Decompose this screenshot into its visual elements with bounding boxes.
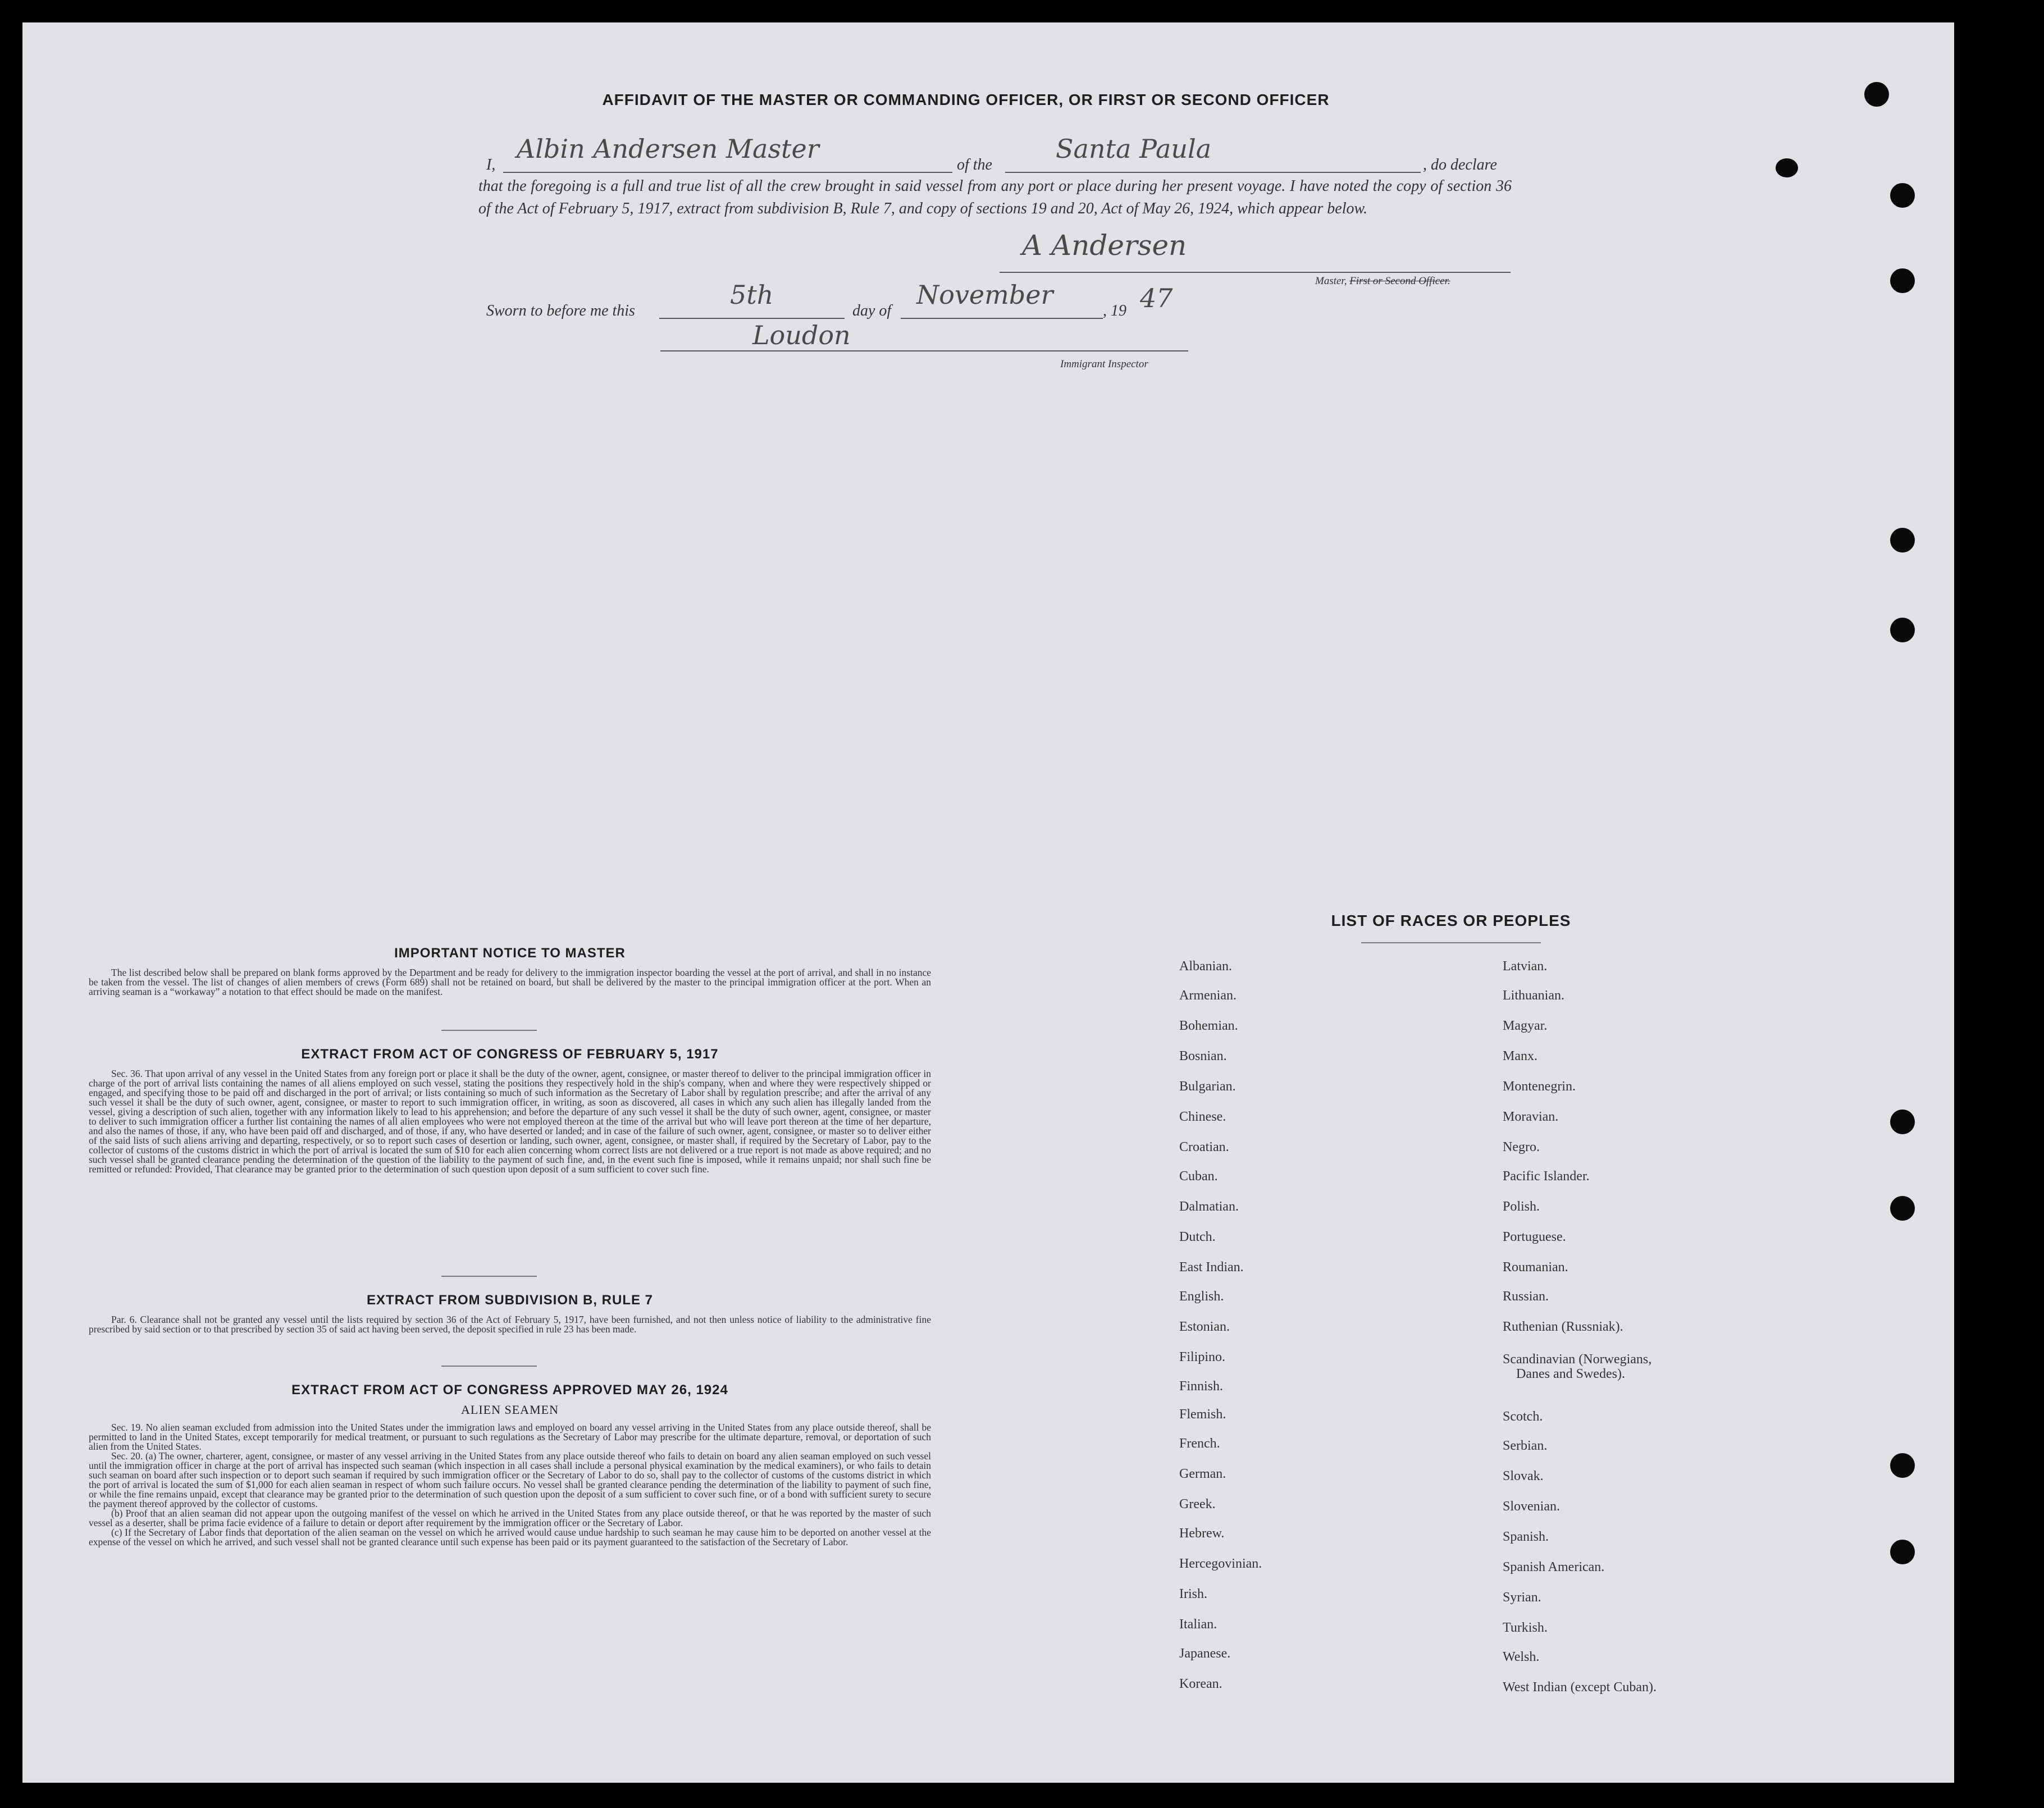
struck-officer-title: First or Second Officer. (1349, 275, 1450, 287)
sworn-label: Sworn to before me this (486, 302, 635, 319)
punch-hole (1890, 1110, 1915, 1134)
race-item: Ruthenian (Russniak). (1503, 1320, 1623, 1334)
punch-hole (1890, 618, 1915, 642)
handwritten-day: 5th (730, 280, 774, 310)
extract-rule7-paragraph: Par. 6. Clearance shall not be granted any vessel until the lists required by section 36 of the Act of February 5, 1917, have been furnished, and not then unless notice of liability to the administrative fine prescribed by said section or to that prescribed by section 35 of said act having been served, the deposit specified in rule 23 has been made. (89, 1314, 931, 1335)
race-item: Negro. (1503, 1140, 1540, 1154)
race-item: Roumanian. (1503, 1260, 1568, 1275)
of-the-label: of the (957, 156, 992, 174)
handwritten-master-name: Albin Andersen Master (517, 134, 819, 164)
day-of-label: day of (852, 302, 892, 319)
race-item: East Indian. (1179, 1260, 1244, 1275)
race-item: Korean. (1179, 1677, 1222, 1691)
race-item: Armenian. (1179, 988, 1237, 1003)
extract-1924-title: EXTRACT FROM ACT OF CONGRESS APPROVED MAY 26, 1924 (291, 1382, 728, 1398)
race-item: Russian. (1503, 1289, 1549, 1304)
handwritten-year: 47 (1140, 283, 1173, 313)
signature-line (1000, 272, 1511, 273)
race-item: Finnish. (1179, 1379, 1224, 1394)
punch-hole (1890, 1196, 1915, 1221)
notice-paragraph: The list described below shall be prepared on blank forms approved by the Department and be ready for delivery to the immigration inspector boarding the vessel at the port of arrival, and shall in no instance be taken from the vessel. The list of changes of alien members of crews (Form 689) shall not be retained on board, but shall be delivered by the master to the principal immigration officer at the port. When an arriving seaman is a “workaway” a notation to that effect should be made on the manifest. (89, 967, 931, 997)
race-item: Greek. (1179, 1497, 1216, 1512)
extract-1924-paragraph: (b) Proof that an alien seaman did not appear upon the outgoing manifest of the vessel on which he arrived in the United States from any place outside thereof, or that he was reported by the master of such vessel as a deserter, shall be prima facie evidence of a failure to detain or deport after requirement by the immigration officer or the Secretary of Labor. (89, 1508, 931, 1528)
inspector-signature: Loudon (752, 320, 851, 350)
race-item: Filipino. (1179, 1350, 1226, 1364)
extract-1924-paragraph: Sec. 20. (a) The owner, charterer, agent, consignee, or master of any vessel arriving in the United States from any place outside thereof who fails to detain on board any alien seaman employed on such vessel until the immigration officer in charge at the port of arrival has inspected such seaman (which inspection in all cases shall include a personal physical examination by the medical examiners), or who fails to detain such seaman on board after such inspection or to deport such seaman if required by such immigration officer or the Secretary of Labor to do so, shall pay to the collector of customs of the customs district in which the port of arrival is located the sum of $1,000 for each alien seaman in respect of whom such failure occurs. No vessel shall be granted clearance pending the determination of the liability to payment of such fine, or while the fine remains unpaid, except that clearance may be granted prior to the determination of such question upon the deposit of a sum sufficient to cover such fine, or of a bond with sufficient surety to secure the payment thereof approved by the collector of customs. (89, 1450, 931, 1509)
affidavit-title: AFFIDAVIT OF THE MASTER OR COMMANDING OFFICER, OR FIRST OR SECOND OFFICER (602, 91, 1330, 108)
race-item: Danes and Swedes). (1516, 1367, 1625, 1381)
race-item: Hebrew. (1179, 1526, 1225, 1541)
race-item: Spanish American. (1503, 1560, 1605, 1574)
affidavit-body: that the foregoing is a full and true list of all the crew brought in said vessel from any port or place during her present voyage. I have noted the copy of section 36 of the Act of February 5, 1917, extract from subdivision B, Rule 7, and copy of sections 19 and 20, Act of May 26, 1924, which appear below. (478, 177, 1512, 217)
punch-hole (1890, 268, 1915, 293)
master-title: Master, (1315, 275, 1347, 287)
name-line (503, 172, 952, 173)
race-item: Lithuanian. (1503, 988, 1564, 1003)
extract-1924-paragraph: Sec. 19. No alien seaman excluded from admission into the United States under the immigration laws and employed on board any vessel arriving in the United States from any place outside thereof, shall be permitted to land in the United States, except temporarily for medical treatment, or pursuant to such regulations as the Secretary of Labor may prescribe for the ultimate departure, removal, or deportation of such alien from the United States. (89, 1422, 931, 1452)
master-signature: A Andersen (1022, 229, 1187, 262)
race-item: Hercegovinian. (1179, 1556, 1262, 1571)
extract-rule7-title: EXTRACT FROM SUBDIVISION B, RULE 7 (366, 1293, 654, 1308)
punch-hole (1890, 528, 1915, 553)
race-item: Flemish. (1179, 1407, 1226, 1422)
punch-hole (1890, 1540, 1915, 1564)
race-item: English. (1179, 1289, 1224, 1304)
race-item: Magyar. (1503, 1019, 1548, 1033)
race-item: French. (1179, 1436, 1220, 1451)
punch-hole (1890, 1453, 1915, 1478)
inspector-label: Immigrant Inspector (1060, 358, 1148, 370)
inspector-line (660, 350, 1188, 351)
race-item: West Indian (except Cuban). (1503, 1680, 1657, 1695)
race-item: Montenegrin. (1503, 1079, 1576, 1094)
affidavit-i-label: I, (486, 156, 496, 174)
race-item: Slovak. (1503, 1469, 1544, 1483)
race-item: Dutch. (1179, 1230, 1216, 1244)
race-item: Serbian. (1503, 1439, 1548, 1453)
race-item: Bosnian. (1179, 1049, 1227, 1063)
year-prefix: , 19 (1103, 302, 1126, 319)
day-line (659, 318, 845, 319)
race-item: Syrian. (1503, 1590, 1541, 1605)
vessel-line (1005, 172, 1421, 173)
race-item: Polish. (1503, 1199, 1540, 1214)
race-item: Japanese. (1179, 1646, 1231, 1661)
notice-title: IMPORTANT NOTICE TO MASTER (394, 946, 626, 961)
race-item: Turkish. (1503, 1620, 1548, 1635)
race-item: Scotch. (1503, 1409, 1543, 1424)
race-item: Italian. (1179, 1617, 1217, 1632)
master-label (1315, 275, 1450, 287)
race-item: Pacific Islander. (1503, 1169, 1590, 1184)
extract-1917-title: EXTRACT FROM ACT OF CONGRESS OF FEBRUARY 5, 1917 (301, 1047, 719, 1062)
race-item: Estonian. (1179, 1320, 1230, 1334)
race-item: Croatian. (1179, 1140, 1229, 1154)
race-item: Portuguese. (1503, 1230, 1566, 1244)
extract-rule7-text (89, 1315, 931, 1334)
race-item: Spanish. (1503, 1530, 1549, 1544)
do-declare-label: , do declare (1423, 156, 1497, 174)
race-item: German. (1179, 1467, 1226, 1481)
race-item: Welsh. (1503, 1650, 1540, 1664)
race-item: Bohemian. (1179, 1019, 1238, 1033)
race-item: Irish. (1179, 1587, 1207, 1601)
extract-1924-paragraph: (c) If the Secretary of Labor finds that deportation of the alien seaman on the vessel on which he arrived would cause undue hardship to such seaman he may cause him to be deported on another vessel at the expense of the vessel on which he arrived, and such vessel shall not be granted clearance until such expense has been paid or its payment guaranteed to the satisfaction of the Secretary of Labor. (89, 1527, 931, 1547)
extract-1917-paragraph: Sec. 36. That upon arrival of any vessel in the United States from any foreign port or place it shall be the duty of the owner, agent, consignee, or master thereof to deliver to the principal immigration officer in charge of the port of arrival lists containing the names of all aliens employed on such vessel, stating the positions they respectively hold in the ship's company, when and where they were respectively shipped or engaged, and specifying those to be paid off and discharged in the port of arrival; or lists containing so much of such information as the Secretary of Labor shall by regulation prescribe; and after the arrival of any such vessel it shall be the duty of such owner, agent, consignee, or master to report to such immigration officer, in writing, as soon as discovered, all cases in which any such alien has illegally landed from the vessel, giving a description of such alien, together with any information likely to lead to his apprehension; and before the departure of any such vessel it shall be the duty of such owner, agent, consignee, or master to deliver to such immigration officer a further list containing the names of all alien employees who were not employed thereon at the time of the arrival but who will leave port thereon at the time of her departure, and also the names of those, if any, who have been paid off and discharged, and of those, if any, who have deserted or landed; and in case of the failure of such owner, agent, consignee, or master so to deliver either of the said lists of such aliens arriving and departing, respectively, or so to report such cases of desertion or landing, such owner, agent, consignee, or master shall, if required by the Secretary of Labor, pay to the collector of customs of the customs district in which the port of arrival is located the sum of $10 for each alien concerning whom correct lists are not delivered or a true report is not made as above required; and no such vessel shall be granted clearance pending the determination of the question of the liability to the payment of such fine, and, in the event such fine is imposed, while it remains unpaid; nor shall such fine be remitted or refunded: Provided, That clearance may be granted prior to the determination of such question upon deposit of a sum sufficient to cover such fine. (89, 1068, 931, 1175)
race-item: Albanian. (1179, 959, 1232, 974)
extract-1917-text (89, 1069, 931, 1174)
race-item: Chinese. (1179, 1110, 1226, 1124)
divider (441, 1276, 537, 1277)
race-item: Manx. (1503, 1049, 1537, 1063)
race-item: Dalmatian. (1179, 1199, 1239, 1214)
punch-hole (1776, 158, 1798, 177)
month-line (901, 318, 1103, 319)
handwritten-vessel-name: Santa Paula (1056, 134, 1212, 164)
punch-hole (1864, 82, 1889, 107)
race-item: Slovenian. (1503, 1499, 1560, 1514)
divider (441, 1366, 537, 1367)
race-item: Latvian. (1503, 959, 1548, 974)
race-item: Scandinavian (Norwegians, (1503, 1352, 1652, 1367)
extract-1924-text (89, 1423, 931, 1547)
notice-text (89, 968, 931, 997)
extract-1924-subtitle: ALIEN SEAMEN (461, 1403, 559, 1417)
race-item: Bulgarian. (1179, 1079, 1236, 1094)
divider (441, 1030, 537, 1031)
races-divider (1361, 942, 1541, 943)
races-title: LIST OF RACES OR PEOPLES (1331, 912, 1571, 929)
punch-hole (1890, 183, 1915, 208)
race-item: Cuban. (1179, 1169, 1218, 1184)
race-item: Moravian. (1503, 1110, 1559, 1124)
handwritten-month: November (916, 280, 1053, 310)
